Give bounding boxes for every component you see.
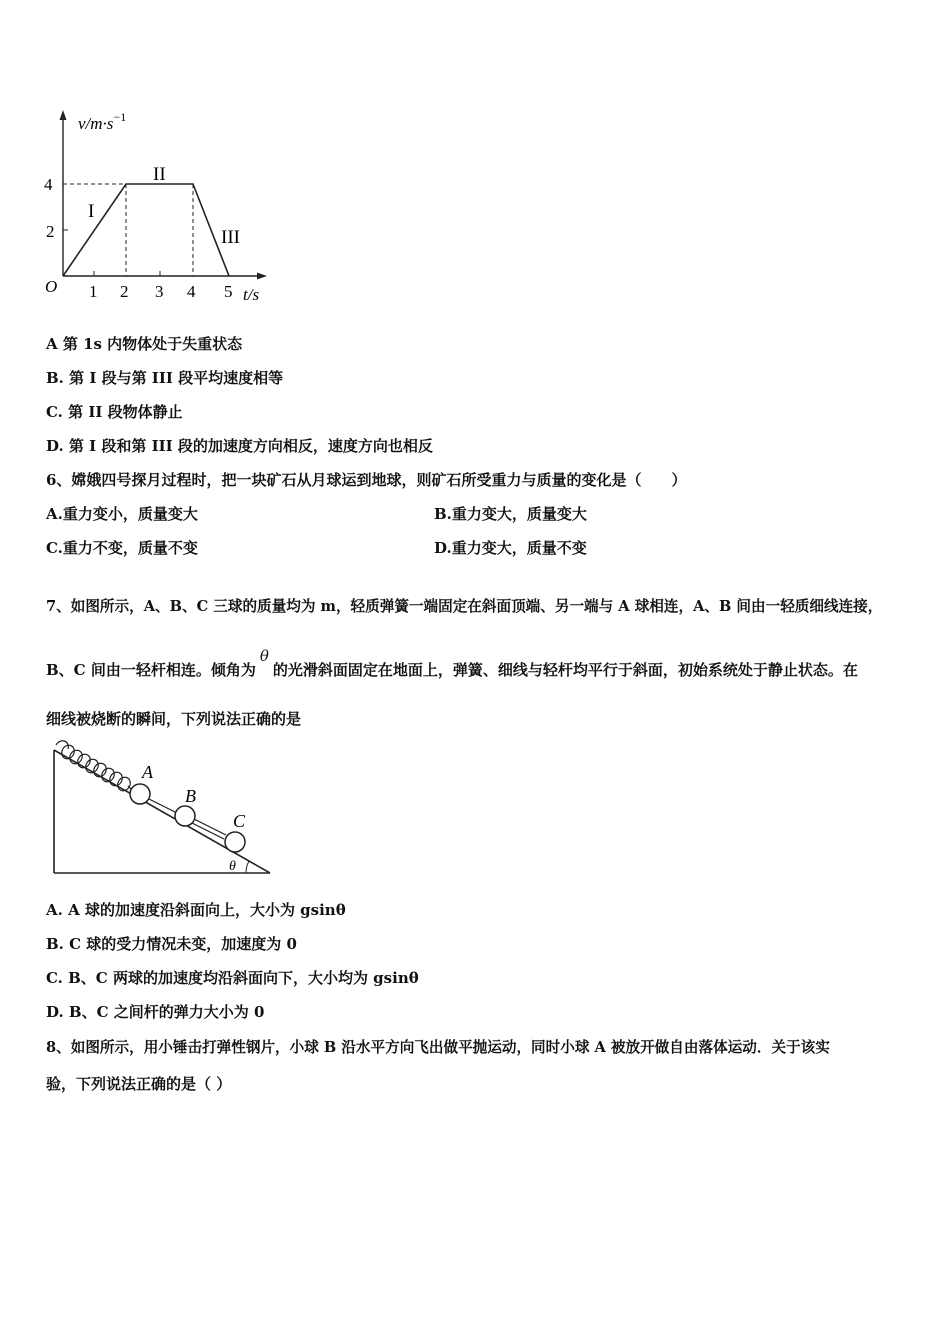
x-tick-label-5: 5 (224, 282, 233, 301)
y-tick-label-2: 2 (46, 222, 55, 241)
origin-label: O (45, 277, 58, 296)
q6-stem: 6、嫦娥四号探月过程时，把一块矿石从月球运到地球，则矿石所受重力与质量的变化是（ ） (46, 471, 687, 489)
q5-option-d: D. 第 I 段和第 III 段的加速度方向相反，速度方向也相反 (46, 437, 433, 455)
x-axis-arrow (257, 273, 267, 280)
q7-option-c: C. B、C 两球的加速度均沿斜面向下，大小均为 gsinθ (46, 969, 419, 987)
q5-option-c: C. 第 II 段物体静止 (46, 403, 183, 421)
x-tick-label-2: 2 (120, 282, 129, 301)
segment-label-3: III (221, 227, 240, 248)
ball-b (175, 806, 195, 826)
x-tick-label-4: 4 (187, 282, 196, 301)
q7-stem-line1: 7、如图所示，A、B、C 三球的质量均为 m，轻质弹簧一端固定在斜面顶端、另一端与 A 球相连，A、B 间由一轻质细线连接， (46, 598, 883, 615)
q7-stem-line3: 细线被烧断的瞬间，下列说法正确的是 (46, 710, 302, 728)
theta-symbol: θ (259, 647, 269, 665)
y-tick-label-4: 4 (44, 175, 53, 194)
y-axis-arrow (60, 110, 67, 120)
q8-stem-line1: 8、如图所示，用小锤击打弹性钢片，小球 B 沿水平方向飞出做平抛运动，同时小球 A 被放开做自由落体运动．关于该实 (46, 1039, 830, 1056)
velocity-time-graph (36, 100, 276, 310)
q5-option-b: B. 第 I 段与第 III 段平均速度相等 (46, 369, 284, 387)
ball-c (225, 832, 245, 852)
q8-stem-line2: 验，下列说法正确的是（ ） (46, 1075, 232, 1093)
velocity-curve (63, 184, 229, 276)
q7-stem-line2-a: B、C 间由一轻杆相连。倾角为 (46, 661, 256, 679)
x-tick-label-1: 1 (89, 282, 98, 301)
q6-option-d: D.重力变大，质量不变 (434, 539, 587, 557)
x-tick-label-3: 3 (155, 282, 164, 301)
q6-option-c: C.重力不变，质量不变 (46, 539, 198, 557)
q7-option-a: A. A 球的加速度沿斜面向上，大小为 gsinθ (46, 901, 346, 919)
q6-option-a: A.重力变小，质量变大 (46, 505, 198, 523)
label-b: B (185, 786, 196, 806)
q6-option-b: B.重力变大，质量变大 (434, 505, 587, 523)
y-axis-label: $v/m\cdot s^{-1}$ (78, 110, 127, 133)
segment-label-1: I (88, 201, 95, 222)
q7-option-d: D. B、C 之间杆的弹力大小为 0 (46, 1003, 265, 1021)
label-c: C (233, 811, 246, 831)
q7-stem-line2 (46, 647, 858, 680)
segment-label-2: II (153, 164, 166, 185)
label-theta: θ (229, 859, 236, 874)
q7-option-b: B. C 球的受力情况未变，加速度为 0 (46, 935, 297, 953)
x-axis-label: t/s (243, 285, 260, 304)
incline-figure (46, 736, 278, 878)
ball-a (130, 784, 150, 804)
angle-arc (246, 861, 249, 873)
q5-option-a: A 第 1s 内物体处于失重状态 (46, 335, 243, 353)
q7-stem-line2-b: 的光滑斜面固定在地面上，弹簧、细线与轻杆均平行于斜面，初始系统处于静止状态。在 (272, 661, 858, 679)
spring (56, 741, 133, 793)
label-a: A (142, 762, 153, 782)
